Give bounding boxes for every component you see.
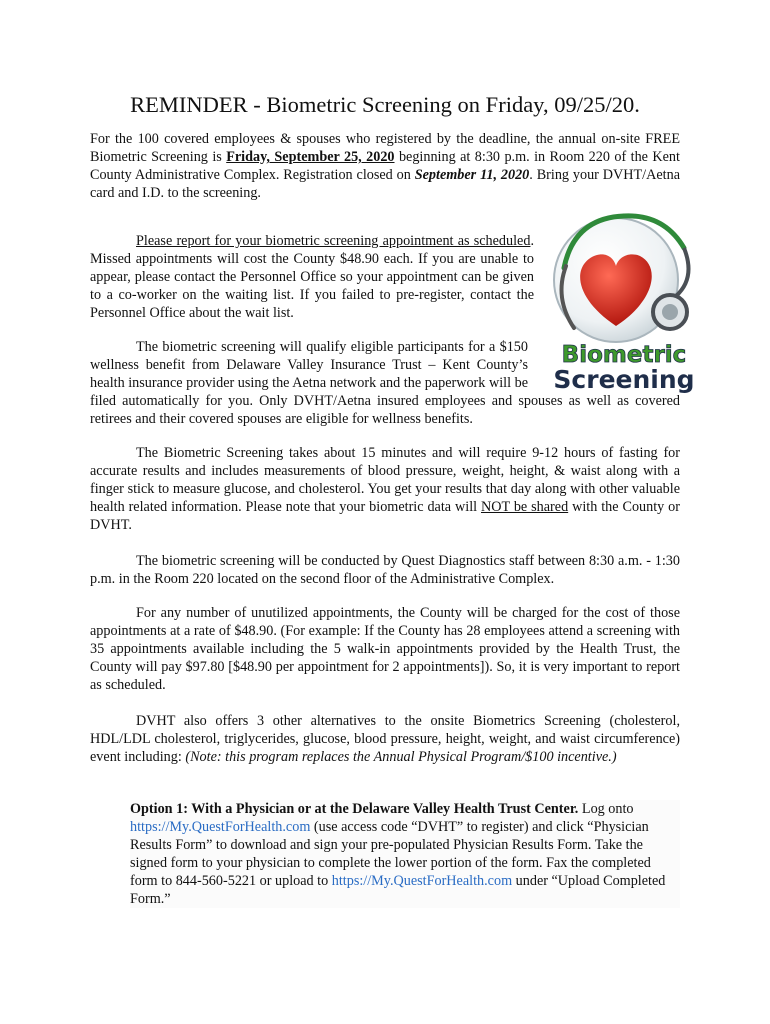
page-title: REMINDER - Biometric Screening on Friday, 09/25/20. xyxy=(130,92,640,117)
not-shared-text: NOT be shared xyxy=(481,499,569,515)
qualify-paragraph xyxy=(90,338,680,428)
logo-line2: Screening xyxy=(553,365,695,394)
alternatives-text: DVHT also offers 3 other alternatives to the onsite Biometrics Screening (cholesterol, HDL/LDL cholesterol, triglycerides, glucose, blood pressure, height, weight, and waist circumference) event including: xyxy=(90,713,680,765)
screening-date: Friday, September 25, 2020 xyxy=(226,149,395,165)
intro-text-c: . Bring your DVHT/Aetna card and I.D. to the screening. xyxy=(90,167,680,201)
option-1-heading: Option 1: With a Physician or at the Delaware Valley Health Trust Center. xyxy=(130,801,579,817)
option-1-text-b: (use access code “DVHT” to register) and click “Physician Results Form” to download and sign your pre-populated Physician Results Form. Take the signed form to your physician to complete the lower portion of the form. Fax the completed form to 844-560-5221 or upload to xyxy=(130,819,651,889)
duration-text-b: with the County or DVHT. xyxy=(90,499,681,533)
option-1-text-c: under “Upload Completed Form.” xyxy=(130,873,666,907)
intro-text-a: For the 100 covered employees & spouses who registered by the deadline, the annual on-site FREE Biometric Screening is xyxy=(90,131,680,165)
quest-link-1[interactable]: https://My.QuestForHealth.com xyxy=(130,819,311,835)
logo-line1: Biometric xyxy=(561,342,687,368)
option-1-text-a: Log onto xyxy=(578,801,634,817)
quest-link-2[interactable]: https://My.QuestForHealth.com xyxy=(331,873,513,889)
unutilized-paragraph: For any number of unutilized appointments, the County will be charged for the cost of those appointments at a rate of $48.90. (For example: If the County has 28 employees attend a screening with 35 appointments available including the 5 walk-in appointments provided by the Health Trust, the County will pay $97.80 [$48.90 per appointment for 2 appointments]). So, it is very important to report as scheduled. xyxy=(90,605,680,693)
duration-text-a: The Biometric Screening takes about 15 minutes and will require 9-12 hours of fasting for accurate results and includes measurements of blood pressure, weight, height, & waist along with a finger stick to measure glucose, and cholesterol. You get your results that day along with other valuable health related information. Please note that your biometric data will xyxy=(90,445,680,515)
duration-paragraph xyxy=(90,444,680,534)
report-underlined-text: Please report for your biometric screening appointment as scheduled xyxy=(136,233,531,249)
registration-closed-date: September 11, 2020 xyxy=(414,167,530,183)
qualify-text: The biometric screening will qualify eligible participants for a $150 wellness benefit from Delaware Valley Insurance Trust – Kent County’s health insurance provider using the Aetna network and the paperwork will be filed automatically for you. Only DVHT/Aetna insured employees and spouses as well as covered retirees and their covered spouses are eligible for wellness benefits. xyxy=(90,339,680,427)
alternatives-paragraph xyxy=(90,712,680,766)
intro-text-b: beginning at 8:30 p.m. in Room 220 of the Kent County Administrative Complex. Registration closed on xyxy=(90,149,680,183)
quest-paragraph: The biometric screening will be conducted by Quest Diagnostics staff between 8:30 a.m. - 1:30 p.m. in the Room 220 located on the second floor of the Administrative Complex. xyxy=(90,553,680,587)
report-paragraph xyxy=(90,232,534,322)
alternatives-note: (Note: this program replaces the Annual Physical Program/$100 incentive.) xyxy=(185,749,617,765)
option-1-block xyxy=(130,800,680,908)
report-rest-text: . Missed appointments will cost the County $48.90 each. If you are unable to appear, please contact the Personnel Office so your appointment can be given to a co-worker on the waiting list. If you failed to pre-register, contact the Personnel Office about the wait list. xyxy=(90,233,534,321)
intro-paragraph xyxy=(90,130,680,202)
